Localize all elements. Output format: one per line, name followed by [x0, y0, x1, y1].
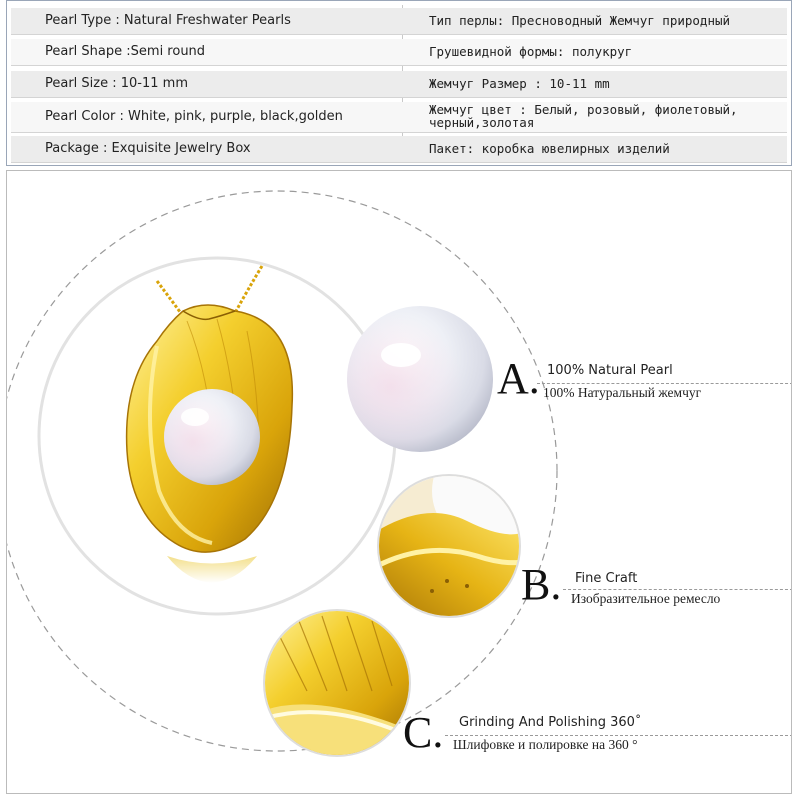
feature-a-leader-line — [537, 383, 792, 384]
feature-a-letter: A. — [497, 354, 540, 403]
showcase-graphics — [7, 171, 792, 794]
spec-table — [6, 0, 792, 166]
feature-a-title: 100% Natural Pearl — [547, 363, 673, 378]
spec-row-pearl-type — [11, 8, 787, 35]
spec-row-pearl-color — [11, 102, 787, 133]
spec-en-text: Pearl Color : White, pink, purple, black,golden — [45, 109, 343, 124]
feature-b-craft-image — [377, 436, 542, 621]
feature-c-polish-image — [262, 609, 412, 759]
spec-ru-text: Грушевидной формы: полукруг — [429, 44, 633, 59]
feature-b-letter: B. — [521, 560, 562, 609]
feature-b-leader-line — [563, 589, 792, 590]
spec-row-package — [11, 136, 787, 163]
feature-b-subtitle: Изобразительное ремесло — [571, 591, 721, 606]
spec-en-text: Pearl Type : Natural Freshwater Pearls — [45, 13, 291, 28]
feature-c-title: Grinding And Polishing 360˚ — [459, 715, 642, 730]
spec-en-text: Package : Exquisite Jewelry Box — [45, 141, 251, 156]
feature-a-subtitle: 100% Натуральный жемчуг — [543, 385, 702, 400]
spec-ru-line: черный,золотая — [429, 115, 535, 130]
feature-a-pearl-image — [347, 306, 493, 452]
spec-en-text: Pearl Shape :Semi round — [45, 44, 206, 59]
product-showcase — [6, 170, 792, 794]
spec-ru-text — [429, 102, 779, 133]
feature-b-title: Fine Craft — [575, 571, 638, 586]
spec-ru-line: Жемчуг цвет : Белый, розовый, фиолетовый, — [429, 102, 738, 117]
spec-ru-text: Тип перлы: Пресноводный Жемчуг природный — [429, 13, 731, 28]
spec-row-pearl-size — [11, 71, 787, 98]
spec-ru-text: Жемчуг Размер : 10-11 mm — [429, 76, 610, 91]
spec-ru-text: Пакет: коробка ювелирных изделий — [429, 141, 670, 156]
feature-c-letter: C. — [403, 708, 444, 757]
feature-c-subtitle: Шлифовке и полировке на 360 ° — [453, 737, 638, 752]
spec-en-text: Pearl Size : 10-11 mm — [45, 76, 188, 91]
feature-c-leader-line — [445, 735, 792, 736]
spec-row-pearl-shape — [11, 39, 787, 66]
